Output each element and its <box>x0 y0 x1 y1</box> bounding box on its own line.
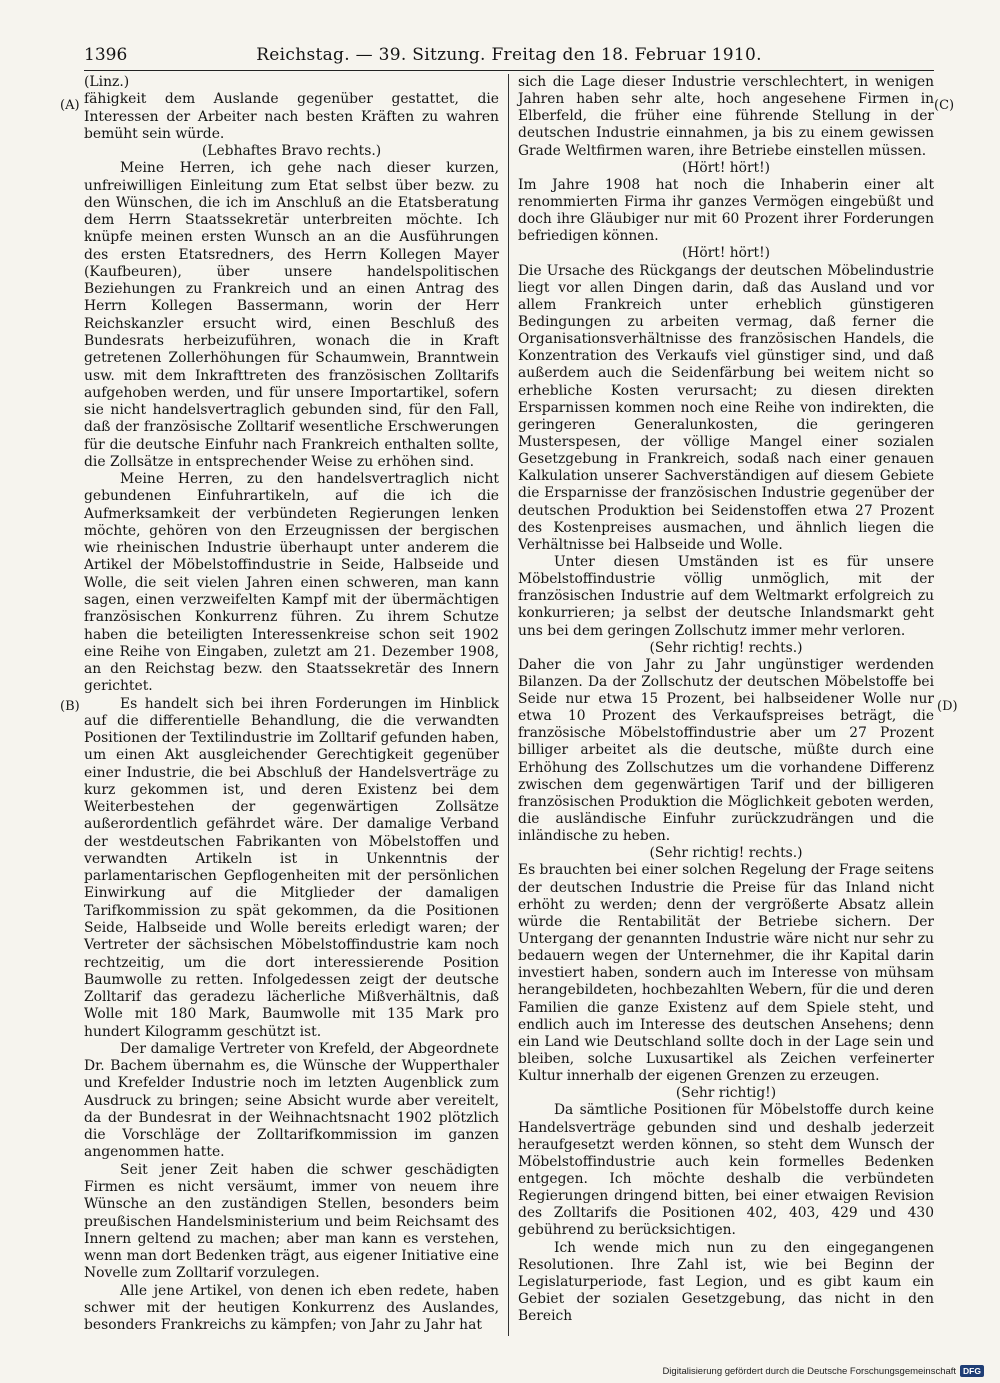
margin-mark-b: (B) <box>60 699 80 714</box>
digitization-credit <box>662 1365 984 1377</box>
page-title: Reichstag. — 39. Sitzung. Freitag den 18. Februar 1910. <box>256 45 762 65</box>
paragraph: Meine Herren, ich gehe nach dieser kurzen, unfreiwilligen Einleitung zum Etat selbst über bezw. zu den Wünschen, die ich im Anschluß an die Etatsberatung dem Herrn Staatssekretär unterbreiten möchte. Ich knüpfe meinen ersten Wunsch an an die Ausführungen des ersten Etatsredners, des Herrn Kollegen Mayer (Kaufbeuren), über unsere handelspolitischen Beziehungen zu Frankreich und an einen Antrag des Herrn Kollegen Bassermann, worin der Herr Reichskanzler ersucht wird, einen Beschluß des Bundesrats herbeizuführen, wonach die in Kraft getretenen Zollerhöhungen für Schaumwein, Branntwein usw. mit dem Inkrafttreten des französischen Zolltarifs aufgehoben werden, und für unsere Importartikel, sofern sie nicht handelsvertraglich gebunden sind, für den Fall, daß der französische Zolltarif wesentliche Erschwerungen für die deutsche Einfuhr nach Frankreich enthalten sollte, die Zollsätze in entsprechender Weise zu erhöhen sind. <box>84 160 499 470</box>
paragraph: fähigkeit dem Auslande gegenüber gestattet, die Interessen der Arbeiter nach besten Kräften zu wahren bemüht sein würde. <box>84 91 499 142</box>
credit-text: Digitalisierung gefördert durch die Deutsche Forschungsgemeinschaft <box>662 1365 957 1377</box>
column-divider <box>508 74 509 1336</box>
dfg-logo: DFG <box>960 1365 984 1377</box>
paragraph: sich die Lage dieser Industrie verschlechtert, in wenigen Jahren haben sehr alte, hoch angesehene Firmen in Elberfeld, die früher eine führende Stellung in der deutschen Industrie einnahmen, ja bis zu einem gewissen Grade Weltfirmen waren, ihre Betriebe einstellen müssen. <box>518 74 934 159</box>
left-column <box>84 74 499 1334</box>
margin-mark-d: (D) <box>937 699 958 714</box>
speaker-label: (Linz.) <box>84 74 130 90</box>
paragraph: Seit jener Zeit haben die schwer geschädigten Firmen es nicht versäumt, immer von neuem ihre Wünsche an den zuständigen Stellen, besonders beim preußischen Handelsministerium und beim Reichsamt des Innern geltend zu machen; aber man kann es verstehen, wenn man dort Bedenken trägt, aus eigener Initiative eine Novelle zum Zolltarif vorzulegen. <box>84 1161 499 1282</box>
right-column <box>518 74 934 1325</box>
header-rule <box>84 70 934 71</box>
paragraph: Es handelt sich bei ihren Forderungen im Hinblick auf die differentielle Behandlung, die die verwandten Positionen der Textilindustrie im Zolltarif gefunden haben, um einen Akt ausgleichender Gerechtigkeit gegenüber einer Industrie, die bei Abschluß der Handelsverträge zu kurz gekommen ist, und deren Existenz bei dem Weiterbestehen der gegenwärtigen Zollsätze außerordentlich gefährdet wäre. Der damalige Verband der westdeutschen Fabrikanten von Möbelstoffen und verwandten Artikeln ist in Unkenntnis der parlamentarischen Gepflogenheiten mit der persönlichen Einwirkung auf die Mitglieder der damaligen Tarifkommission zu spät gekommen, da die Positionen Seide, Halbseide und Wolle bereits erledigt waren; der Vertreter der sächsischen Möbelstoffindustrie kam noch rechtzeitig, um die dort interessierende Position Baumwolle zu retten. Infolgedessen zeigt der deutsche Zolltarif das geradezu lächerliche Mißverhältnis, daß Wolle mit 180 Mark, Baumwolle mit 135 Mark pro hundert Kilogramm geschützt ist. <box>84 695 499 1040</box>
paragraph: Der damalige Vertreter von Krefeld, der Abgeordnete Dr. Bachem übernahm es, die Wünsche der Wupperthaler und Krefelder Industrie noch im letzten Augenblick zum Ausdruck zu bringen; seine Absicht wurde aber vereitelt, da der Bundesrat in der Weihnachtsnacht 1902 plötzlich die Vorschläge der Zolltarifkommission im ganzen angenommen hatte. <box>84 1040 499 1161</box>
paragraph: Da sämtliche Positionen für Möbelstoffe durch keine Handelsverträge gebunden sind und deshalb jederzeit heraufgesetzt werden können, so steht dem Wunsch der Möbelstoffindustrie auch kein formelles Bedenken entgegen. Ich möchte deshalb die verbündeten Regierungen dringend bitten, bei einer etwaigen Revision des Zolltarifs die Positionen 402, 403, 429 und 430 gebührend zu berücksichtigen. <box>518 1102 934 1239</box>
paragraph: Die Ursache des Rückgangs der deutschen Möbelindustrie liegt vor allen Dingen darin, daß das Ausland und vor allem Frankreich unter erheblich günstigeren Bedingungen zu arbeiten vermag, daß ferner die Organisationsverhältnisse des französischen Handels, die Konzentration des Verkaufs viel günstiger sind, und daß außerdem auch die Seidenfärbung bei weitem nicht so erhebliche Kosten verursacht; zu diesen direkten Ersparnissen kommen noch eine Reihe von indirekten, die geringeren Generalunkosten, die geringeren Musterspesen, der völlige Mangel einer sozialen Gesetzgebung in Frankreich, sodaß nach einer genauen Kalkulation unserer Sachverständigen auf diesem Gebiete die Ersparnisse der französischen Industrie gegenüber der deutschen Produktion bei Seidenstoffen etwa 27 Prozent des Kostenpreises ausmachen, und ähnlich liegen die Verhältnisse bei Halbseide und Wolle. <box>518 262 934 553</box>
interjection: (Sehr richtig!) <box>675 1085 777 1102</box>
paragraph: Meine Herren, zu den handelsvertraglich nicht gebundenen Einfuhrartikeln, auf die ich die Aufmerksamkeit der verbündeten Regierungen lenken möchte, gehören von den Erzeugnissen der bergischen wie rheinischen Industrie überhaupt unter anderem die Artikel der Möbelstoffindustrie in Seide, Halbseide und Wolle, die seit vielen Jahren einen schweren, man kann sagen, einen verzweifelten Kampf mit der übermächtigen französischen Konkurrenz führen. Zu ihrem Schutze haben die beteiligten Interessenkreise schon seit 1902 eine Reihe von Eingaben, zuletzt am 21. Dezember 1908, an den Reichstag bezw. den Staatssekretär des Innern gerichtet. <box>84 471 499 695</box>
page-number: 1396 <box>84 45 128 65</box>
paragraph: Unter diesen Umständen ist es für unsere Möbelstoffindustrie völlig unmöglich, mit der französischen Industrie auf dem Weltmarkt erfolgreich zu konkurrieren; ja selbst der deutsche Inlandsmarkt geht uns bei dem geringen Zollschutz immer mehr verloren. <box>518 553 934 639</box>
paragraph: Es brauchten bei einer solchen Regelung der Frage seitens der deutschen Industrie die Preise für das Inland nicht erhöht zu werden; denn der vergrößerte Absatz allein würde die Rentabilität der Betriebe sichern. Der Untergang der genannten Industrie wäre nicht nur sehr zu bedauern wegen der Unternehmer, die ihr Kapital darin investiert haben, sondern auch im Interesse von mühsam herangebildeten, hochbezahlten Webern, für die und deren Familien die ganze Existenz auf dem Spiele steht, und endlich auch im Interesse des deutschen Ansehens; denn ein Land wie Deutschland sollte doch in der Lage sein und bleiben, solche Luxusartikel als Zeichen verfeinerter Kultur innerhalb der eigenen Grenzen zu erzeugen. <box>518 862 934 1085</box>
interjection: (Sehr richtig! rechts.) <box>649 639 803 656</box>
margin-mark-a: (A) <box>60 98 80 113</box>
paragraph: Im Jahre 1908 hat noch die Inhaberin einer alt renommierten Firma ihr ganzes Vermögen eingebüßt und doch ihre Gläubiger nur mit 60 Prozent ihrer Forderungen befriedigen können. <box>518 176 934 245</box>
page-header <box>84 42 934 68</box>
margin-mark-c: (C) <box>934 98 955 113</box>
interjection: (Lebhaftes Bravo rechts.) <box>201 143 382 160</box>
interjection: (Sehr richtig! rechts.) <box>649 845 803 862</box>
paragraph: Ich wende mich nun zu den eingegangenen Resolutionen. Ihre Zahl ist, wie bei Beginn der Legislaturperiode, fast Legion, und es gibt kaum ein Gebiet der sozialen Gesetzgebung, das nicht in den Bereich <box>518 1239 934 1325</box>
paragraph: Daher die von Jahr zu Jahr ungünstiger werdenden Bilanzen. Da der Zollschutz der deutschen Möbelstoffe bei Seide nur etwa 15 Prozent, bei halbseidener Wolle nur etwa 10 Prozent des Verkaufspreises beträgt, die französische Möbelstoffindustrie aber um 27 Prozent billiger arbeitet als die deutsche, müßte durch eine Erhöhung des Zollschutzes um die vorhandene Differenz zwischen dem gegenwärtigen Tarif und der billigeren französischen Produktion die Möglichkeit geboten werden, die ausländische Einfuhr zurückzudrängen und die inländische zu heben. <box>518 656 934 845</box>
paragraph: Alle jene Artikel, von denen ich eben redete, haben schwer mit der heutigen Konkurrenz des Auslandes, besonders Frankreichs zu kämpfen; von Jahr zu Jahr hat <box>84 1282 499 1334</box>
interjection: (Hört! hört!) <box>681 159 771 176</box>
interjection: (Hört! hört!) <box>681 245 771 262</box>
